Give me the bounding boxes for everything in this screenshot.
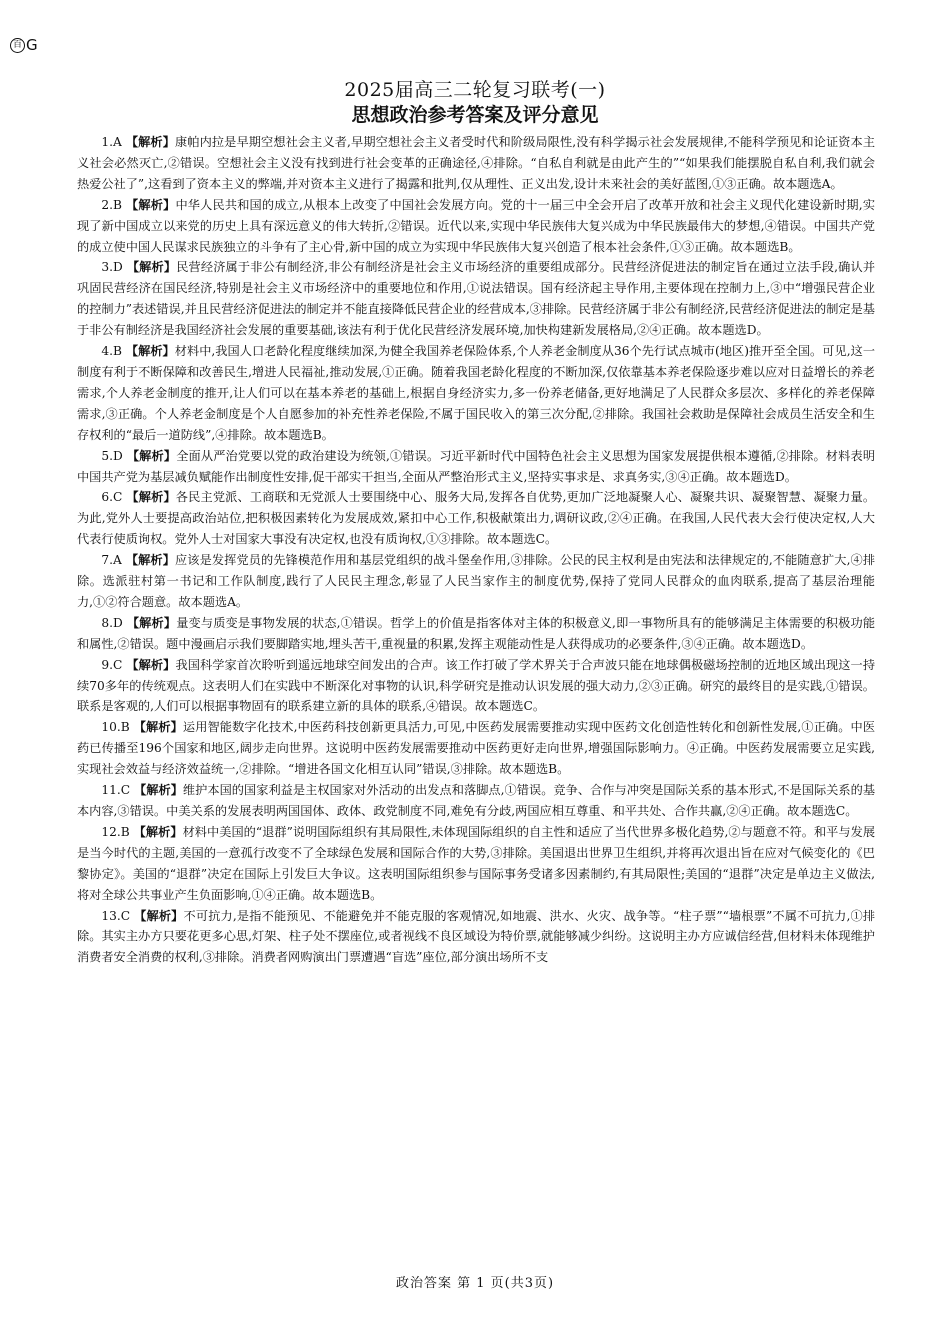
- answer-letter: D: [113, 448, 123, 463]
- analysis-tag: 【解析】: [134, 908, 184, 923]
- analysis-tag: 【解析】: [134, 783, 183, 798]
- answer-item: [77, 132, 875, 195]
- answer-letter: D: [113, 260, 123, 275]
- question-number: 7.: [101, 553, 114, 568]
- circled-char-icon: 百: [10, 38, 25, 53]
- corner-mark: [10, 36, 38, 54]
- answer-item: [77, 655, 875, 718]
- answer-letter: C: [113, 657, 123, 672]
- question-number: 6.: [101, 490, 114, 505]
- answer-letter: D: [113, 615, 123, 630]
- answer-item: [77, 822, 875, 906]
- question-number: 5.: [101, 448, 114, 463]
- analysis-tag: 【解析】: [126, 615, 177, 630]
- question-number: 2.: [101, 197, 114, 212]
- question-number: 9.: [101, 657, 114, 672]
- analysis-text: 中华人民共和国的成立,从根本上改变了中国社会发展方向。党的十一届三中全会开启了改革开放和社会主义现代化建设新时期,实现了新中国成立以来党的历史上具有深远意义的伟大转折,②错误。近代以来,实现中华民族伟大复兴成为中华民族最伟大的梦想,④错误。中国共产党的成立使中国人民谋求民族独立的斗争有了主心骨,新中国的成立为实现中华民族伟大复兴创造了根本社会条件,①③正确。故本题选B。: [77, 197, 876, 254]
- corner-letter: G: [26, 36, 38, 54]
- question-number: 1.: [101, 135, 114, 149]
- answer-item: [77, 487, 875, 550]
- analysis-text: 材料中,我国人口老龄化程度继续加深,为健全我国养老保险体系,个人养老金制度从36个先行试点城市(地区)推开至全国。可见,这一制度有利于不断保障和改善民生,增进人民福祉,推动发展,①正确。随着我国老龄化程度的不断加深,仅依靠基本养老保险逐步难以应对日益增长的养老需求,个人养老金制度的推开,让人们可以在基本养老的基础上,根据自身经济实力,多一份养老储备,更好地满足了人民群众多层次、多样化的养老保障需求,③正确。个人养老金制度是个人自愿参加的补充性养老保险,不属于国民收入的第三次分配,②排除。我国社会救助是保障社会成员生活安全和生存权利的“最后一道防线”,④排除。故本题选B。: [77, 344, 876, 442]
- answer-letter: B: [120, 824, 130, 839]
- analysis-text: 康帕内拉是早期空想社会主义者,早期空想社会主义者受时代和阶级局限性,没有科学揭示社会发展规律,不能科学预见和论证资本主义社会必然灭亡,②错误。空想社会主义没有找到进行社会变革的正确途径,④排除。“自私自利就是由此产生的”“如果我们能摆脱自私自利,我们就会热爱公社了”,这看到了资本主义的弊端,并对资本主义进行了揭露和批判,仅从理性、正义出发,设计未来社会的美好蓝图,①③正确。故本题选A。: [77, 135, 876, 191]
- answer-letter: C: [113, 490, 123, 505]
- analysis-text: 量变与质变是事物发展的状态,①错误。哲学上的价值是指客体对主体的积极意义,即一事物所具有的能够满足主体需要的积极功能和属性,②错误。题中漫画启示我们要脚踏实地,埋头苦干,重视量的积累,发挥主观能动性是人获得成功的必要条件,③④正确。故本题选D。: [77, 615, 876, 651]
- analysis-text: 民营经济属于非公有制经济,非公有制经济是社会主义市场经济的重要组成部分。民营经济促进法的制定旨在通过立法手段,确认并巩固民营经济在国民经济,特别是社会主义市场经济中的重要地位和作用,①说法错误。国有经济起主导作用,主要体现在控制力上,③中“增强民营企业的控制力”表述错误,并且民营经济促进法的制定并不能直接降低民营企业的经营成本,③排除。民营经济属于非公有制经济,民营经济促进法的制定是基于非公有制经济是我国经济社会发展的重要基础,该法有利于优化民营经济发展环境,加快构建新发展格局,②④正确。故本题选D。: [77, 260, 876, 338]
- exam-title: 2025届高三二轮复习联考(一): [344, 79, 606, 101]
- answer-item: [77, 906, 875, 969]
- question-number: 4.: [101, 344, 114, 359]
- question-number: 12.: [101, 824, 121, 839]
- question-number: 11.: [101, 783, 121, 798]
- analysis-text: 我国科学家首次聆听到遥远地球空间发出的合声。该工作打破了学术界关于合声波只能在地球偶极磁场控制的近地区域出现这一持续70多年的传统观点。这表明人们在实践中不断深化对事物的认识,科学研究是推动认识发展的强大动力,②③正确。研究的最终目的是实践,①错误。联系是客观的,人们可以根据事物固有的联系建立新的具体的联系,④错误。故本题选C。: [77, 657, 876, 714]
- answer-letter: A: [113, 135, 122, 149]
- answer-item: [77, 446, 875, 488]
- answer-letter: C: [120, 783, 131, 798]
- question-number: 13.: [101, 908, 121, 923]
- answer-letter: B: [113, 197, 122, 212]
- question-number: 8.: [101, 615, 114, 630]
- analysis-text: 全面从严治党要以党的政治建设为统领,①错误。习近平新时代中国特色社会主义思想为国家发展提供根本遵循,②排除。材料表明中国共产党为基层减负赋能作出制度性安排,促干部实干担当,全面从严整治形式主义,坚持实事求是、求真务实,③④正确。故本题选D。: [77, 448, 876, 484]
- question-number: 10.: [101, 720, 121, 735]
- analysis-tag: 【解析】: [126, 448, 177, 463]
- answer-item: [77, 613, 875, 655]
- analysis-text: 各民主党派、工商联和无党派人士要围绕中心、服务大局,发挥各自优势,更加广泛地凝聚人心、凝聚共识、凝聚智慧、凝聚力量。为此,党外人士要提高政治站位,把积极因素转化为发展成效,紧扣中心工作,积极献策出力,调研议政,②④正确。在我国,人民代表大会行使决定权,人大代表行使质询权。党外人士对国家大事没有决定权,也没有质询权,①③排除。故本题选C。: [77, 490, 876, 547]
- analysis-tag: 【解析】: [133, 720, 183, 735]
- document-subtitle: 思想政治参考答案及评分意见: [351, 104, 599, 126]
- answer-item: [77, 550, 875, 613]
- analysis-tag: 【解析】: [125, 135, 175, 149]
- analysis-text: 材料中美国的“退群”说明国际组织有其局限性,未体现国际组织的自主性和适应了当代世界多极化趋势,②与题意不符。和平与发展是当今时代的主题,美国的一意孤行改变不了全球绿色发展和国际合作的大势,③排除。美国退出世界卫生组织,并将再次退出旨在应对气候变化的《巴黎协定》。美国的“退群”决定在国际上引发巨大争议。这表明国际组织参与国际事务受诸多因素制约,有其局限性;美国的“退群”决定是单边主义做法,将对全球公共事业产生负面影响,①④正确。故本题选B。: [77, 824, 876, 902]
- analysis-text: 不可抗力,是指不能预见、不能避免并不能克服的客观情况,如地震、洪水、火灾、战争等。“柱子票”“墙根票”不属不可抗力,①排除。其实主办方只要花更多心思,灯架、柱子处不摆座位,或者视线不良区域设为特价票,就能够减少纠纷。这说明主办方应诚信经营,但材料未体现维护消费者安全消费的权利,③排除。消费者网购演出门票遭遇“盲选”座位,部分演出场所不支: [77, 908, 876, 965]
- analysis-tag: 【解析】: [126, 657, 176, 672]
- analysis-text: 运用智能数字化技术,中医药科技创新更具活力,可见,中医药发展需要推动实现中医药文化创造性转化和创新性发展,①正确。中医药已传播至196个国家和地区,阔步走向世界。这说明中医药发展需要推动中医药更好走向世界,增强国际影响力。④正确。中医药发展需要立足实践,实现社会效益与经济效益统一,②排除。“增进各国文化相互认同”错误,③排除。故本题选B。: [77, 720, 876, 777]
- answer-list: [77, 132, 875, 968]
- answer-letter: A: [113, 553, 122, 568]
- answer-letter: C: [120, 908, 131, 923]
- analysis-tag: 【解析】: [125, 344, 175, 359]
- analysis-tag: 【解析】: [125, 553, 175, 568]
- analysis-tag: 【解析】: [133, 824, 183, 839]
- analysis-tag: 【解析】: [126, 260, 177, 275]
- question-number: 3.: [101, 260, 114, 275]
- page-footer: 政治答案 第 1 页(共3页): [395, 1276, 555, 1291]
- analysis-tag: 【解析】: [126, 197, 176, 212]
- answer-item: [77, 717, 875, 780]
- analysis-text: 维护本国的国家利益是主权国家对外活动的出发点和落脚点,①错误。竞争、合作与冲突是国际关系的基本形式,不是国际关系的基本内容,③错误。中美关系的发展表明两国国体、政体、政党制度不同,难免有分歧,两国应相互尊重、和平共处、合作共赢,②④正确。故本题选C。: [77, 783, 876, 818]
- answer-item: [77, 341, 875, 446]
- analysis-text: 应该是发挥党员的先锋模范作用和基层党组织的战斗堡垒作用,③排除。公民的民主权利是由宪法和法律规定的,不能随意扩大,④排除。选派驻村第一书记和工作队制度,践行了人民民主理念,彰显了人民当家作主的制度优势,保持了党同人民群众的血肉联系,提高了基层治理能力,①②符合题意。故本题选A。: [77, 553, 876, 609]
- answer-item: [77, 780, 875, 822]
- answer-letter: B: [120, 720, 130, 735]
- answer-item: [77, 257, 875, 341]
- analysis-tag: 【解析】: [126, 490, 176, 505]
- answer-item: [77, 195, 875, 258]
- answer-letter: B: [113, 344, 122, 359]
